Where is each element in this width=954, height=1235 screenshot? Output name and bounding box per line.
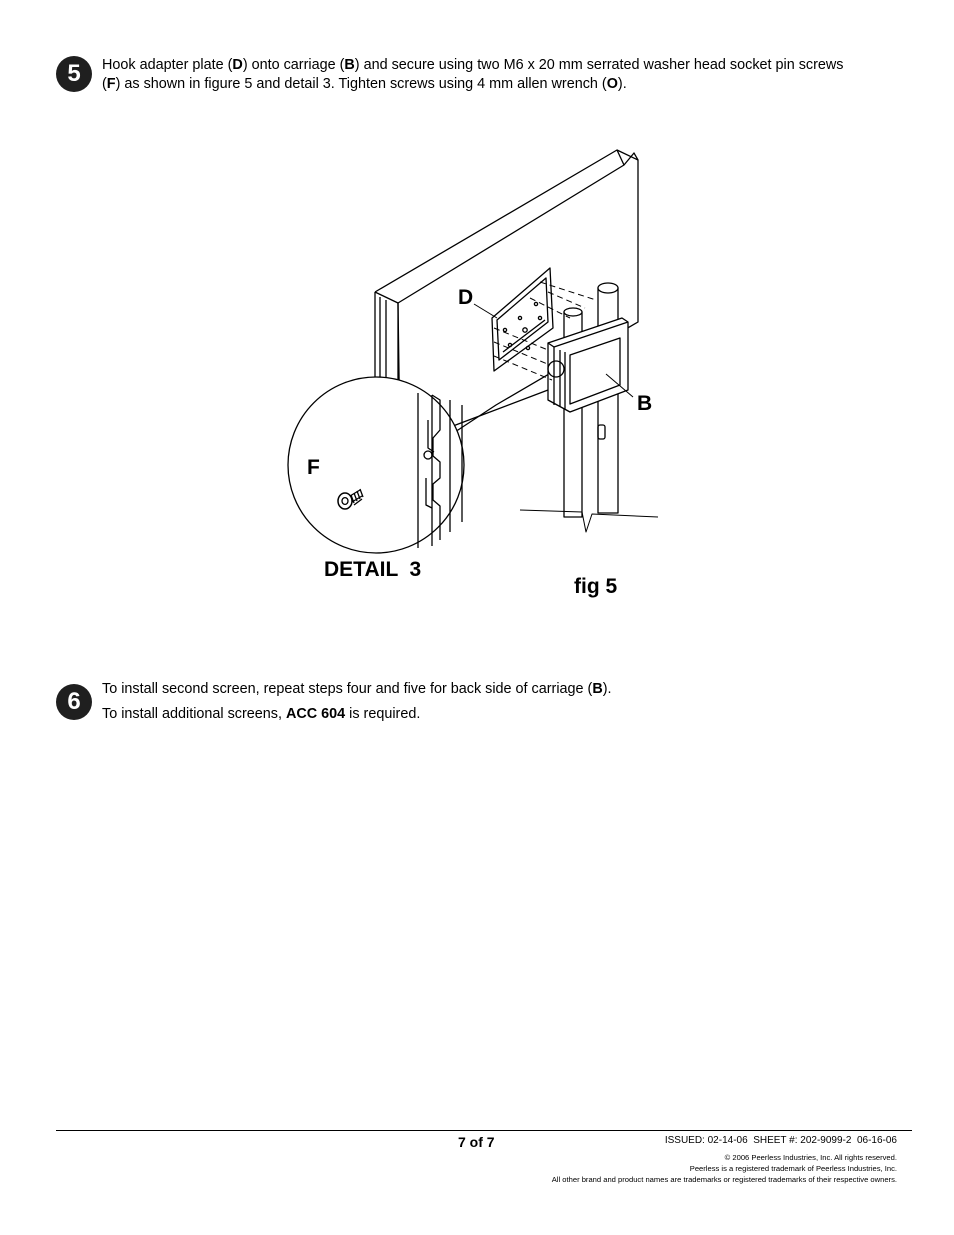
step-6-line-1: To install second screen, repeat steps four and five for back side of carriage (B). (102, 681, 612, 697)
part-d-ref: D (232, 57, 243, 73)
copyright-notice: © 2006 Peerless Industries, Inc. All rights reserved. (724, 1153, 897, 1162)
step-6-number: 6 (67, 688, 81, 715)
label-d: D (458, 286, 474, 309)
step-6-badge (56, 684, 92, 720)
label-b: B (637, 392, 653, 415)
part-o-ref: O (606, 76, 618, 92)
step-5-instructions: Hook adapter plate (D) onto carriage (B) and secure using two M6 x 20 mm serrated washer head socket pin screws (F) as shown in figure 5 and detail 3. Tighten screws using 4 mm allen wrench (O). (102, 57, 844, 92)
acc-604-ref: ACC 604 (285, 706, 346, 722)
fig-5-caption: fig 5 (574, 575, 618, 598)
footer-divider (56, 1130, 912, 1131)
part-b-ref: B (344, 57, 355, 73)
label-f: F (307, 456, 320, 479)
other-trademarks-notice: All other brand and product names are trademarks or registered trademarks of their respective owners. (551, 1175, 897, 1184)
detail-3-caption: DETAIL 3 (324, 558, 422, 581)
step-6-line-2: To install additional screens, ACC 604 is required. (102, 706, 421, 722)
page-number: 7 of 7 (458, 1134, 495, 1150)
part-b-ref-2: B (592, 681, 603, 697)
step-5-number: 5 (67, 60, 81, 87)
issued-sheet-info: ISSUED: 02-14-06 SHEET #: 202-9099-2 06-16-06 (664, 1135, 897, 1146)
trademark-notice: Peerless is a registered trademark of Peerless Industries, Inc. (689, 1164, 897, 1173)
part-f-ref: F (106, 76, 116, 92)
